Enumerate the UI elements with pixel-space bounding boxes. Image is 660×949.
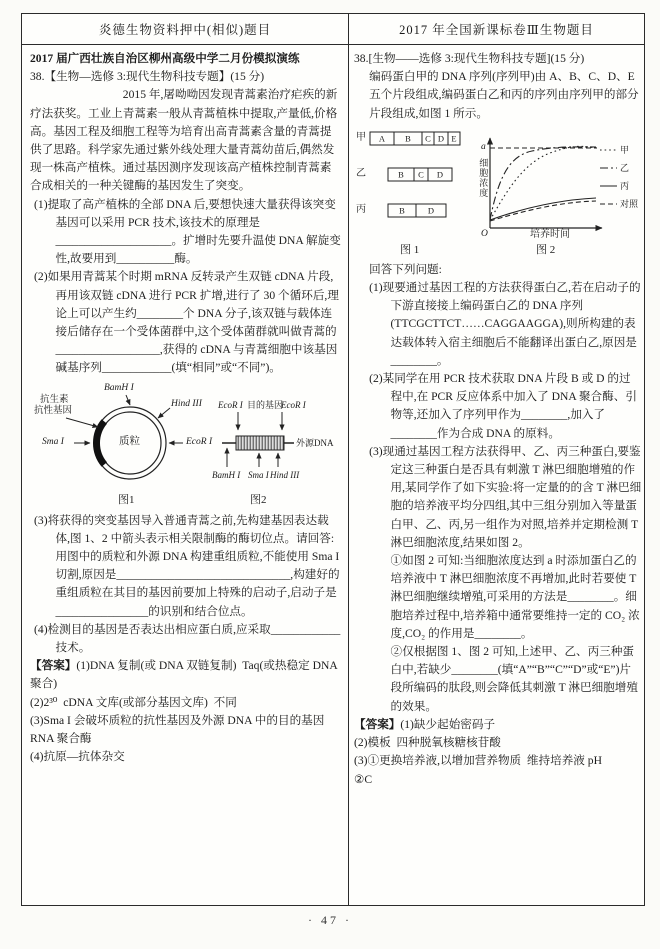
figure-plasmid-and-foreign-dna	[30, 381, 342, 509]
right-answer-4: ②C	[354, 772, 373, 786]
bamhi-bottom-label: BamH I	[212, 469, 241, 480]
left-question-3a: (3)将获得的突变基因导入普通青蒿之前,先构建基因表达载体,图 1、2 中箭头表示相关限制酶的酶切位点。请回答:	[34, 513, 335, 545]
right-question-3: (3)现通过基因工程方法获得甲、乙、丙三种蛋白,要鉴定这三种蛋白是否具有刺激 T 淋巴细胞增殖的作用,某同学作了如下实验:将一定量的的含 T 淋巴细胞的培养液平均分四组,其中三组分别加入等量蛋白甲、乙、丙,另一组作为对照,培养并定期检测 T 淋巴细胞浓度,结果如图 2。	[369, 444, 642, 549]
left-answer-label: 【答案】	[30, 659, 77, 673]
segment-r3-D: D	[427, 205, 435, 216]
figure2-caption: 图2	[250, 493, 267, 506]
segment-r3-B: B	[399, 205, 405, 216]
figure1-caption: 图1	[118, 493, 135, 506]
right-ask-line: 回答下列问题:	[369, 262, 442, 276]
segment-r2-B: B	[398, 169, 404, 180]
ecori-site-label: EcoR I	[186, 436, 213, 447]
left-question-4: (4)检测目的基因是否表达出相应蛋白质,应采取____________技术。	[34, 622, 341, 655]
figure1-caption-right: 图 1	[400, 243, 420, 256]
legend-bing: 丙	[620, 180, 630, 191]
right-question-2: (2)某同学在用 PCR 技术获取 DNA 片段 B 或 D 的过程中,在 PCR 反应体系中加入了 DNA 聚合酶、引物等,还加入了序列甲作为________,加入了________作为合成 DNA 的原料。	[369, 372, 637, 440]
table-body	[22, 45, 644, 905]
left-question-head: 38.【生物—选修 3:现代生物科技专题】(15 分)	[30, 70, 265, 84]
smai-bottom-label: Sma I	[248, 469, 269, 480]
legend-jia: 甲	[620, 144, 630, 155]
foreign-dna-label: 外源DNA	[296, 437, 334, 448]
left-intro-paragraph: 2015 年,屠呦呦因发现青蒿素治疗疟疾的新疗法获奖。工业上青蒿素一般从青蒿植株中提取,产量低,价格高。基因工程及细胞工程等为培育出高青蒿素含量的青蒿提供了思路。科学家先通过紫外线处理大量青蒿幼苗后,偶然发现一株高产植株。通过基因测序发现该高产植株控制青蒿素合成相关的一种关键酶的基因发生了突变。	[30, 88, 338, 193]
left-question-1: (1)提取了高产植株的全部 DNA 后,要想快速大量获得该突变基因可以采用 PCR 技术,该技术的原理是____________________。扩增时先要升温使 DNA 解旋变性,故要用到__________酶。	[34, 197, 341, 266]
segment-r1-B: B	[405, 133, 411, 144]
origin-label: O	[481, 228, 488, 239]
left-answer-2: (2)2³⁰ cDNA 文库(或部分基因文库) 不同	[30, 695, 237, 709]
row-bing-label: 丙	[356, 203, 366, 215]
ecori-top-left-label: EcoR I	[218, 399, 243, 410]
comparison-table	[21, 13, 645, 906]
bamhi-site-label: BamH I	[104, 382, 134, 393]
target-gene-label: 目的基因	[247, 399, 284, 410]
ecori-top-right-label: EcoR I	[281, 399, 306, 410]
left-column	[22, 45, 349, 905]
curve-yi	[490, 147, 596, 220]
growth-curve-graphics	[354, 126, 642, 258]
header-left-title: 炎德生物资料押中(相似)题目	[22, 14, 349, 44]
segment-r1-C: C	[425, 133, 431, 144]
right-answer-label: 【答案】	[354, 717, 401, 731]
segment-r1-D: D	[437, 133, 445, 144]
y-axis-label: 细胞浓度	[478, 157, 489, 198]
right-answer-1	[354, 716, 642, 734]
antibiotic-resistance-label-line1: 抗生素	[40, 394, 69, 405]
x-axis-label: 培养时间	[530, 228, 570, 240]
right-answer-1-text: (1)缺少起始密码子	[400, 717, 496, 731]
left-question-3b: 用图中的质粒和外源 DNA 构建重组质粒,不能使用 Sma I 切割,原因是______________________________,构建好的重组质粒在其目的基因前要加上特殊的启动子,启动子是________________的识别和结合位点。	[55, 550, 340, 618]
figure-segments-and-growth-curve	[354, 126, 642, 258]
left-answer-4: (4)抗原—抗体杂交	[30, 750, 125, 764]
row-yi-label: 乙	[356, 167, 366, 179]
left-question-2: (2)如果用青蒿某个时期 mRNA 反转录产生双链 cDNA 片段,再用该双链 cDNA 进行 PCR 扩增,进行了 30 个循环后,理论上可以产生约________个 DNA 分子,该双链与载体连接后储存在一个受体菌群中,这个受体菌群就叫做青蒿的__________________,获得的 cDNA 与青蒿细胞中该基因碱基序列____________(填“相同”或“不同”)。	[34, 270, 339, 375]
hindiii-site-label: Hind III	[171, 398, 202, 409]
curve-jia	[490, 146, 598, 220]
right-question-head: 38.[生物——选修 3:现代生物科技专题](15 分)	[354, 52, 585, 65]
figure2-caption-right: 图 2	[536, 243, 556, 256]
antibiotic-resistance-label-line2: 抗性基因	[34, 405, 73, 416]
right-question-3-sub1: ①如图 2 可知:当细胞浓度达到 a 时添加蛋白乙的培养液中 T 淋巴细胞浓度不再增加,此时若要使 T 淋巴细胞继续增殖,可采用的方法是________。细胞培养过程中,培养箱中通常要维持一定的 CO₂ 浓度,CO₂ 的作用是________。	[390, 554, 640, 640]
curve-control	[490, 201, 596, 221]
left-answer-1	[30, 657, 341, 693]
legend-control: 对照	[620, 198, 639, 209]
plasmid-label: 质粒	[119, 435, 140, 447]
left-answer-3: (3)Sma I 会破坏质粒的抗性基因及外源 DNA 中的目的基因 RNA 聚合酶	[30, 713, 331, 746]
segment-r2-D: D	[436, 169, 444, 180]
segment-r1-E: E	[451, 133, 457, 144]
smai-site-label: Sma I	[42, 436, 64, 447]
right-questions	[369, 279, 642, 716]
left-answer-1-text: (1)DNA 复制(或 DNA 双链复制) Taq(或热稳定 DNA 聚合)	[30, 659, 340, 691]
right-column	[349, 45, 646, 905]
hindiii-bottom-label: Hind III	[270, 469, 300, 480]
header-right-title: 2017 年全国新课标卷Ⅲ生物题目	[399, 23, 594, 37]
segment-r2-C: C	[418, 169, 424, 180]
page-number: · 47 ·	[308, 913, 352, 927]
a-threshold-label: a	[481, 141, 486, 152]
legend-yi: 乙	[620, 162, 630, 173]
table-header-row	[22, 14, 644, 45]
right-answer-2: (2)模板 四种脱氧核糖核苷酸	[354, 736, 501, 750]
right-answer-3: (3)①更换培养液,以增加营养物质 维持培养液 pH	[354, 754, 602, 768]
segment-r1-A: A	[378, 133, 386, 144]
right-question-1: (1)现要通过基因工程的方法获得蛋白乙,若在启动子的下游直接接上编码蛋白乙的 DNA 序列(TTCGCTTCT……CAGGAAGGA),则所构建的表达载体转入宿主细胞后不能翻译出蛋白乙,原因是________。	[369, 281, 641, 367]
right-question-3-sub2: ②仅根据图 1、图 2 可知,上述甲、乙、丙三种蛋白中,若缺少________(填“A”“B”“C”“D”或“E”)片段所编码的肽段,则会降低其刺激 T 淋巴细胞增殖的效果。	[390, 645, 638, 713]
right-intro-paragraph: 编码蛋白甲的 DNA 序列(序列甲)由 A、B、C、D、E 五个片段组成,编码蛋白乙和丙的序列由序列甲的部分片段组成,如图 1 所示。	[369, 70, 639, 120]
left-exam-title: 2017 届广西壮族自治区柳州高级中学二月份模拟演练	[30, 52, 300, 65]
row-jia-label: 甲	[356, 131, 366, 143]
